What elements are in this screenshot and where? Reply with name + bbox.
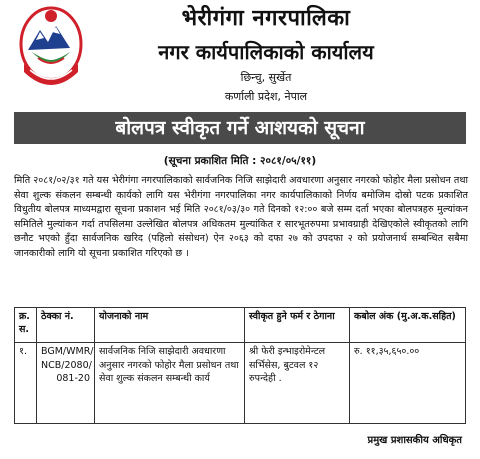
notice-title: बोलपत्र स्वीकृत गर्ने आशयको सूचना (14, 112, 466, 144)
office-province: कर्णाली प्रदेश, नेपाल (224, 90, 308, 103)
table-header-row (15, 308, 466, 343)
publish-date: (सूचना प्रकाशित मिति : २०८१/०५/११) (163, 155, 317, 167)
accepted-bid-table (14, 307, 466, 424)
cell-firm: श्री फेरी इन्भाइरोमेन्टल सर्भिसेस, बुटवल १२ रुपन्देही . (245, 343, 350, 424)
cell-sn: १. (15, 343, 37, 424)
nepal-government-emblem-icon (18, 2, 84, 94)
header-amount: कबोल अंक (मु.अ.क.सहित) (350, 308, 466, 343)
header-sn: क्र. स. (15, 308, 37, 343)
cell-contract-no: BGM/WMR/ NCB/2080/ 081-20 (37, 343, 95, 424)
office-name: नगर कार्यपालिकाको कार्यालय (158, 40, 374, 64)
header-project: योजनाको नाम (95, 308, 245, 343)
cell-amount: रु. ११,३५,६५०.०० (350, 343, 466, 424)
municipality-name: भेरीगंगा नगरपालिका (181, 6, 351, 31)
office-location: छिन्चु, सुर्खेत (240, 71, 292, 84)
notice-body: मिति २०८१/०२/३१ गते यस भेरीगंगा नगरपालिकाको सार्वजनिक निजि साझेदारी अवधारणा अनुसार नगरको फोहोर मैला प्रसोधन तथा सेवा शुल्क संकलन सम्बन्धी कार्यको लागि यस भेरीगंगा नगरपालिका नगर कार्यपालिकाको निर्णय बमोजिम दोस्रो पटक प्रकाशित विधुतीय बोलपत्र माध्यमद्वारा सूचना प्रकाशन भई मिति २०८१/०३/३० गते दिनको १२:०० बजे सम्म दर्ता भएका बोलपत्रहरु मुल्यांकन समितिले मुल्यांकन गर्दा तपसिलमा उल्लेखित बोलपत्र अधिकतम मुल्यांकित र सारभूतरुपमा प्रभावग्राही देखिएकोले स्वीकृतको लागि छनौट भएको हुँदा सार्वजनिक खरिद (पहिलो संसोधन) ऐन २०६३ को दफा २७ को उपदफा २ को प्रयोजनार्थ सम्बन्धित सबैमा जानकारीको लागि यो सूचना प्रकाशित गरिएको छ । (14, 175, 468, 259)
cell-project: सार्वजनिक निजि साझेदारी अवधारणा अनुसार नगरको फोहोर मैला प्रसोधन तथा सेवा शुल्क संकलन सम्बन्धी कार्य (95, 343, 245, 424)
signatory-title: प्रमुख प्रशासकीय अधिकृत (367, 435, 462, 446)
table-row (15, 343, 466, 424)
header-firm: स्वीकृत हुने फर्म र ठेगाना (245, 308, 350, 343)
header-contract-no: ठेक्का नं. (37, 308, 95, 343)
